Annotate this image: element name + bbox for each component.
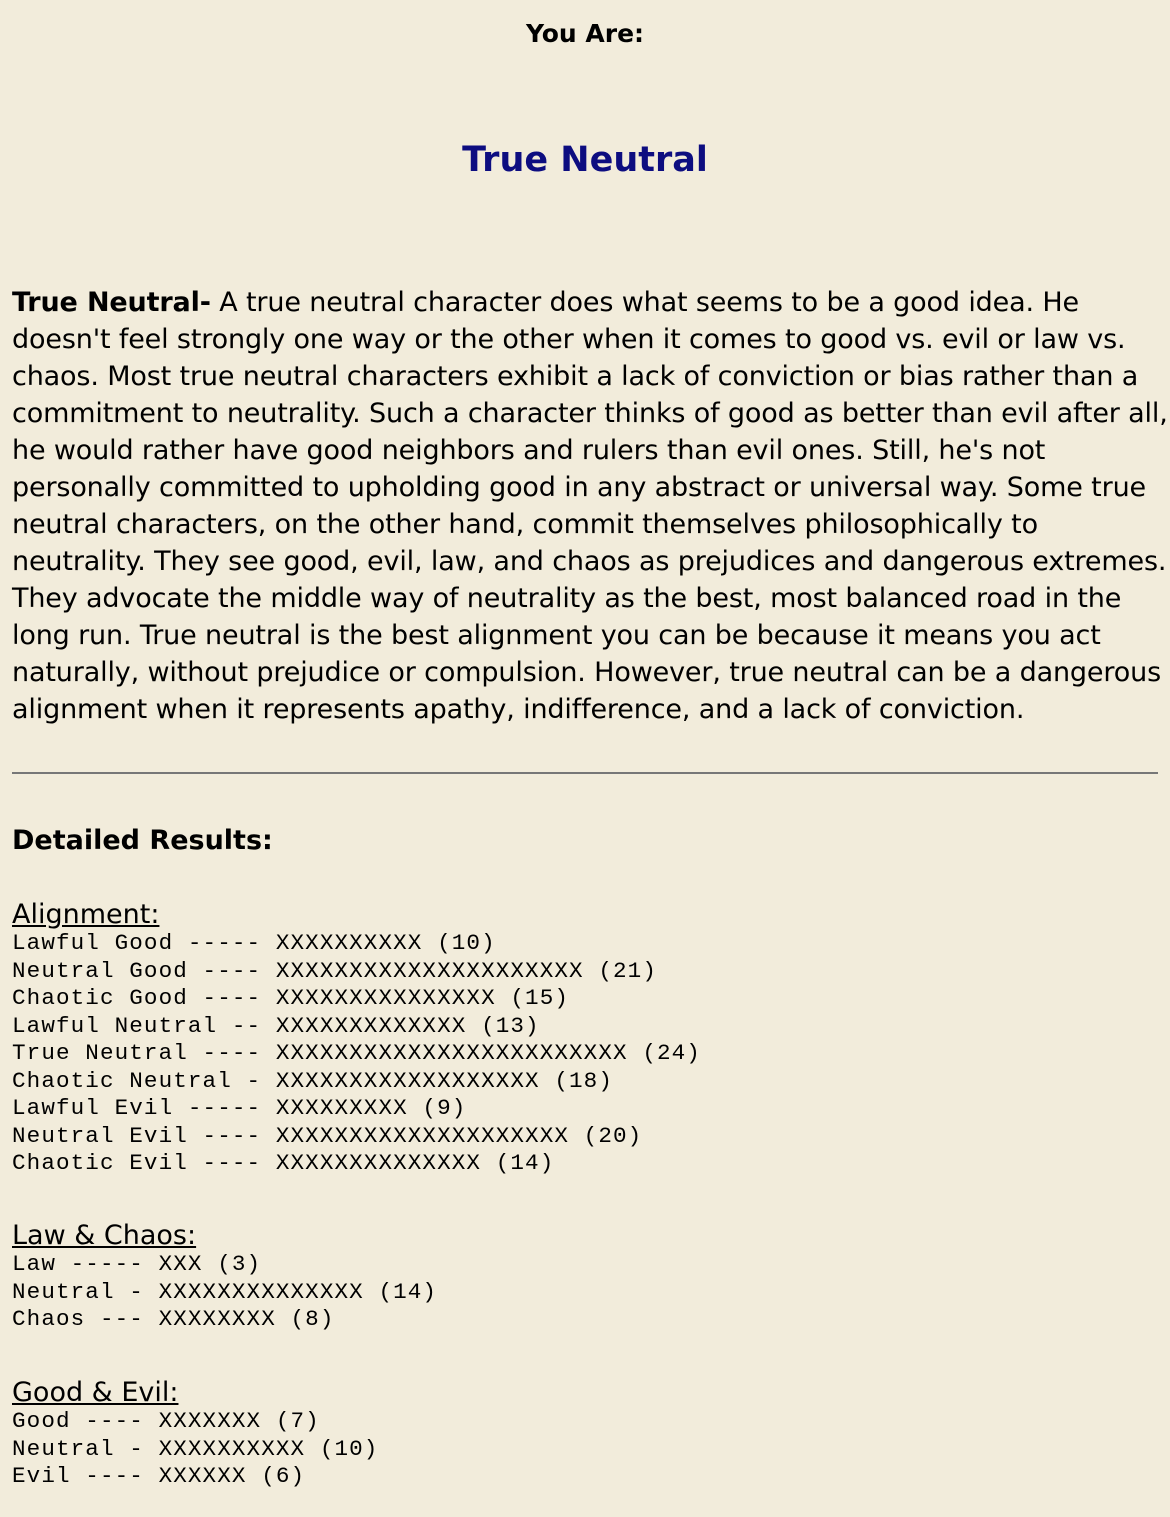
- you-are-label: You Are:: [525, 19, 645, 48]
- score-row: Law ----- XXX (3): [12, 1251, 262, 1277]
- law-chaos-heading: Law & Chaos:: [12, 1220, 197, 1251]
- good-evil-heading: Good & Evil:: [12, 1377, 179, 1408]
- description-text: A true neutral character does what seems to be a good idea. He doesn't feel strongly one way or the other when it comes to good vs. evil or law vs. chaos. Most true neutral characters exhibit a lack of conviction or bias rather than a commitment to neutrality. Such a character thinks of good as better than evil after all, he would rather have good neighbors and rulers than evil ones. Still, he's not personally committed to upholding good in any abstract or universal way. Some true neutral characters, on the other hand, commit themselves philosophically to neutrality. They see good, evil, law, and chaos as prejudices and dangerous extremes. They advocate the middle way of neutrality as the best, most balanced road in the long run. True neutral is the best alignment you can be because it means you act naturally, without prejudice or compulsion. However, true neutral can be a dangerous alignment when it represents apathy, indifference, and a lack of conviction.: [12, 287, 1168, 725]
- score-row: Lawful Evil ----- XXXXXXXXX (9): [12, 1095, 467, 1121]
- description-term: True Neutral-: [12, 287, 211, 318]
- divider: [12, 772, 1158, 774]
- good-evil-section: [12, 1378, 378, 1491]
- score-row: True Neutral ---- XXXXXXXXXXXXXXXXXXXXXXXX (24): [12, 1040, 701, 1066]
- score-row: Evil ---- XXXXXX (6): [12, 1463, 306, 1489]
- score-row: Chaotic Good ---- XXXXXXXXXXXXXXX (15): [12, 985, 570, 1011]
- law-chaos-section: [12, 1221, 437, 1334]
- score-row: Neutral Evil ---- XXXXXXXXXXXXXXXXXXXX (20): [12, 1122, 643, 1149]
- score-row: Lawful Neutral -- XXXXXXXXXXXXX (13): [12, 1012, 540, 1039]
- score-row: Lawful Good ----- XXXXXXXXXX (10): [12, 930, 496, 956]
- alignment-score-list: [12, 930, 701, 1178]
- alignment-heading: Alignment:: [12, 899, 160, 930]
- score-row: Chaos --- XXXXXXXX (8): [12, 1306, 335, 1332]
- score-row: Good ---- XXXXXXX (7): [12, 1408, 320, 1434]
- score-row: Neutral - XXXXXXXXXXXXXX (14): [12, 1278, 438, 1305]
- score-row: Neutral - XXXXXXXXXX (10): [12, 1435, 379, 1462]
- good-evil-score-list: [12, 1408, 378, 1491]
- score-row: Chaotic Evil ---- XXXXXXXXXXXXXX (14): [12, 1150, 555, 1176]
- score-row: Neutral Good ---- XXXXXXXXXXXXXXXXXXXXX (21): [12, 957, 657, 984]
- detailed-results-heading: Detailed Results:: [12, 825, 273, 856]
- result-description: [12, 284, 1170, 728]
- law-chaos-score-list: [12, 1251, 437, 1334]
- score-row: Chaotic Neutral - XXXXXXXXXXXXXXXXXX (18): [12, 1067, 613, 1094]
- alignment-section: [12, 900, 701, 1178]
- result-title: True Neutral: [462, 140, 708, 180]
